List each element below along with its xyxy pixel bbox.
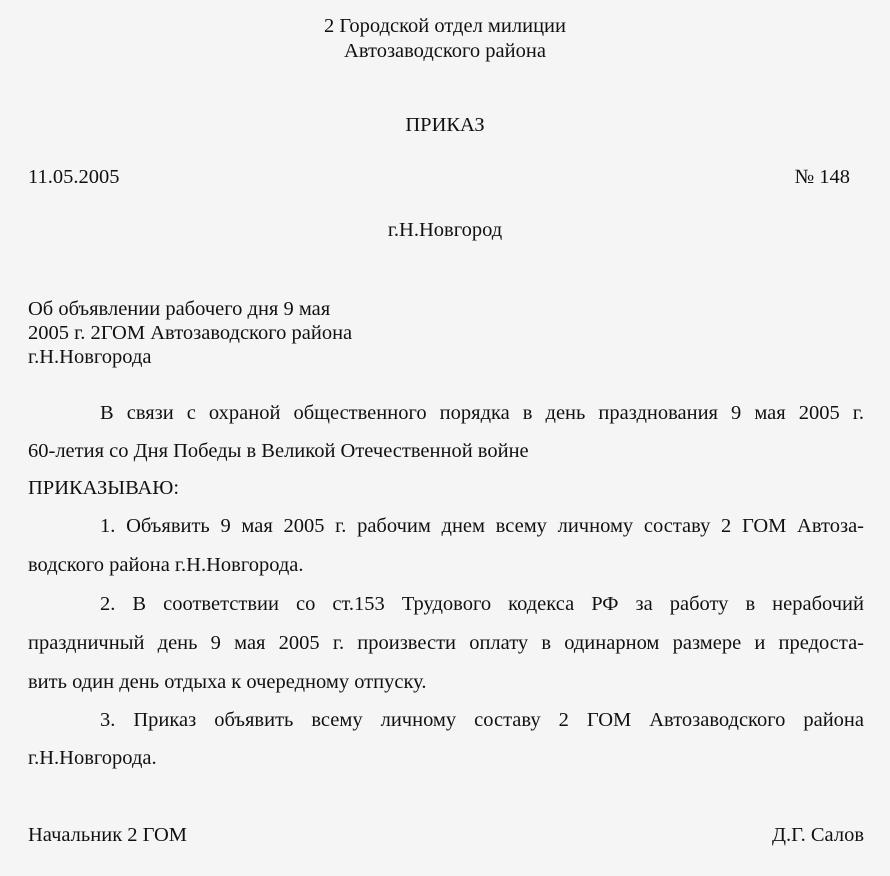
item-3-line-2: г.Н.Новгорода.	[28, 747, 157, 769]
item-1-line-1: 1. Объявить 9 мая 2005 г. рабочим днем всему личному составу 2 ГОМ Автоза-	[100, 515, 864, 537]
signature-position: Начальник 2 ГОМ	[28, 824, 188, 846]
document-date: 11.05.2005	[28, 166, 120, 188]
order-word: ПРИКАЗЫВАЮ:	[28, 477, 180, 499]
document-title: ПРИКАЗ	[405, 114, 485, 136]
preamble-line-1: В связи с охраной общественного порядка в день празднования 9 мая 2005 г.	[100, 402, 864, 424]
organization-line-2: Автозаводского района	[344, 40, 546, 62]
document-number: № 148	[794, 166, 850, 188]
organization-line-1: 2 Городской отдел милиции	[324, 15, 566, 37]
document-city: г.Н.Новгород	[387, 219, 503, 241]
item-3-line-1: 3. Приказ объявить всему личному составу 2 ГОМ Автозаводского района	[100, 709, 864, 731]
subject-line-1: Об объявлении рабочего дня 9 мая	[28, 298, 331, 320]
item-2-line-3: вить один день отдыха к очередному отпуску.	[28, 671, 427, 693]
subject-line-3: г.Н.Новгорода	[28, 346, 152, 368]
item-2-line-2: праздничный день 9 мая 2005 г. произвести оплату в одинарном размере и предоста-	[28, 632, 864, 654]
signature-name: Д.Г. Салов	[771, 824, 864, 846]
preamble-line-2: 60-летия со Дня Победы в Великой Отечественной войне	[28, 440, 529, 462]
item-1-line-2: водского района г.Н.Новгорода.	[28, 554, 304, 576]
subject-line-2: 2005 г. 2ГОМ Автозаводского района	[28, 322, 353, 344]
item-2-line-1: 2. В соответствии со ст.153 Трудового кодекса РФ за работу в нерабочий	[100, 593, 864, 615]
